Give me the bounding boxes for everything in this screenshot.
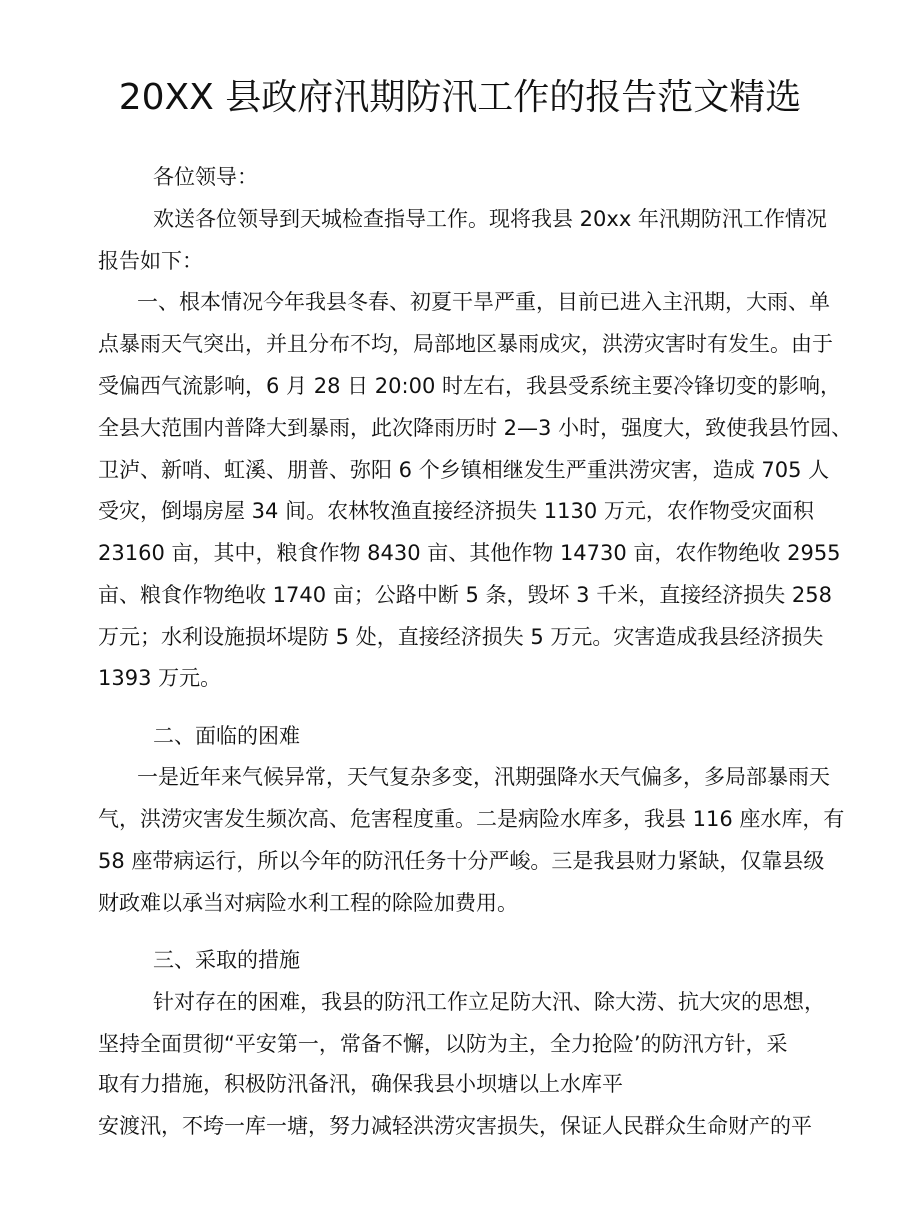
section1-line: 卫泸、新哨、虹溪、朋普、弥阳 6 个乡镇相继发生严重洪涝灾害，造成 705 人 [98,458,830,482]
document-title: 20XX 县政府汛期防汛工作的报告范文精选 [118,77,802,118]
section1-line: 受灾，倒塌房屋 34 间。农林牧渔直接经济损失 1130 万元，农作物受灾面积 [98,499,814,523]
section2-line: 气，洪涝灾害发生频次高、危害程度重。二是病险水库多，我县 116 座水库，有 [98,807,845,831]
section3-line: 取有力措施，积极防汛备汛，确保我县小坝塘以上水库平 [98,1072,623,1096]
section1-line: 亩、粮食作物绝收 1740 亩；公路中断 5 条，毁坏 3 千米，直接经济损失 258 [98,583,832,607]
section1-line: 点暴雨天气突出，并且分布不均，局部地区暴雨成灾，洪涝灾害时有发生。由于 [98,332,833,356]
section1-line: 万元；水利设施损坏堤防 5 处，直接经济损失 5 万元。灾害造成我县经济损失 [98,625,824,649]
section3-line: 针对存在的困难，我县的防汛工作立足防大汛、除大涝、抗大灾的思想， [153,990,825,1014]
section2-line: 58 座带病运行，所以今年的防汛任务十分严峻。三是我县财力紧缺，仅靠县级 [98,849,825,873]
section3-line: 坚持全面贯彻“平安第一，常备不懈，以防为主，全力抢险’的防汛方针，采 [98,1032,788,1056]
greeting: 各位领导： [153,165,258,189]
section1-line: 一、根本情况今年我县冬春、初夏干旱严重，目前已进入主汛期，大雨、单 [137,290,830,314]
intro-line: 报告如下： [98,249,203,273]
section2-heading: 二、面临的困难 [153,724,300,748]
section3-heading: 三、采取的措施 [153,948,300,972]
section3-line: 安渡汛，不垮一库一塘，努力减轻洪涝灾害损失，保证人民群众生命财产的平 [98,1114,812,1138]
section2-line: 一是近年来气候异常，天气复杂多变，汛期强降水天气偏多，多局部暴雨天 [137,765,830,789]
section1-line: 1393 万元。 [98,666,222,690]
section2-line: 财政难以承当对病险水利工程的除险加费用。 [98,891,518,915]
section1-line: 全县大范围内普降大到暴雨，此次降雨历时 2—3 小时，强度大，致使我县竹园、 [98,416,853,440]
section1-line: 受偏西气流影响，6 月 28 日 20:00 时左右，我县受系统主要冷锋切变的影响， [98,374,841,398]
intro-line: 欢送各位领导到天城检查指导工作。现将我县 20xx 年汛期防汛工作情况 [153,207,827,231]
section1-line: 23160 亩，其中，粮食作物 8430 亩、其他作物 14730 亩，农作物绝收 2955 [98,541,841,565]
